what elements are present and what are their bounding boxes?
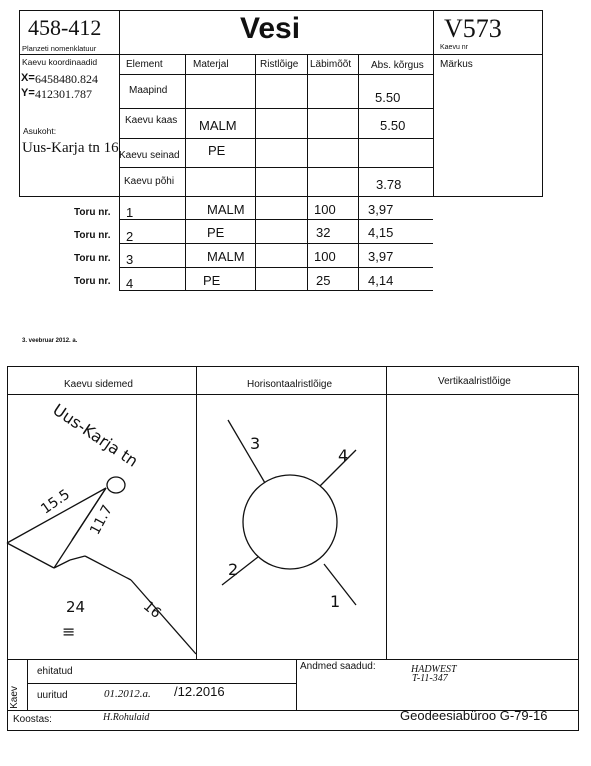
header-diameter: Läbimõõt bbox=[310, 59, 352, 70]
pipe-nr: 3 bbox=[126, 252, 134, 267]
pipe-diameter: 100 bbox=[314, 249, 336, 264]
pipe-diameter: 32 bbox=[316, 225, 331, 240]
header-height: Abs. kõrgus bbox=[371, 60, 424, 71]
pipe-nr: 1 bbox=[126, 205, 134, 220]
sketch-dimension: 16 bbox=[139, 598, 164, 622]
pipe-number: 3 bbox=[250, 434, 261, 453]
header-notes: Märkus bbox=[440, 59, 473, 70]
pipe-label: Toru nr. bbox=[74, 253, 111, 264]
sketch-dimension: 15.5 bbox=[38, 486, 73, 518]
row-height: 3.78 bbox=[376, 177, 402, 192]
row-element-label: Maapind bbox=[129, 85, 168, 96]
pipe-height: 4,14 bbox=[368, 273, 394, 288]
header-material: Materjal bbox=[193, 59, 229, 70]
surveyed-label: uuritud bbox=[37, 690, 68, 701]
pipe-number: 4 bbox=[338, 446, 349, 465]
compiled-value: H.Rohulaid bbox=[103, 712, 150, 723]
location-caption: Asukoht: bbox=[23, 126, 57, 136]
sketch-dimension: 24 bbox=[66, 598, 86, 616]
sketch-symbol: ≡ bbox=[62, 622, 76, 641]
page-title: Vesi bbox=[240, 12, 301, 45]
compiled-label: Koostas: bbox=[13, 714, 52, 725]
surveyed-value: 01.2012.a. bbox=[104, 688, 151, 700]
pipe-label: Toru nr. bbox=[74, 276, 111, 287]
pipe-height: 4,15 bbox=[368, 225, 394, 240]
pipe-nr: 2 bbox=[126, 229, 134, 244]
data-label: Andmed saadud: bbox=[300, 661, 376, 672]
column-header: Horisontaalristlõige bbox=[247, 379, 333, 390]
sketch-street: Uus-Karja tn bbox=[49, 400, 142, 471]
pipe-diameter: 100 bbox=[314, 202, 336, 217]
row-element-label: Kaevu seinad bbox=[119, 150, 180, 161]
surveyed-extra: /12.2016 bbox=[174, 684, 225, 699]
pipe-material: MALM bbox=[207, 202, 245, 217]
row-height: 5.50 bbox=[375, 90, 401, 105]
pipe-label: Toru nr. bbox=[74, 230, 111, 241]
pipe-diameter: 25 bbox=[316, 273, 331, 288]
built-label: ehitatud bbox=[37, 666, 73, 677]
header-section: Ristlõige bbox=[260, 59, 299, 70]
y-value: 412301.787 bbox=[35, 87, 92, 101]
pipe-material: MALM bbox=[207, 249, 245, 264]
row-element-label: Kaevu kaas bbox=[125, 115, 178, 126]
pipe-material: PE bbox=[207, 225, 225, 240]
row-height: 5.50 bbox=[380, 118, 406, 133]
column-header: Kaevu sidemed bbox=[64, 379, 133, 390]
header-element: Element bbox=[126, 59, 163, 70]
x-value: 6458480.824 bbox=[35, 72, 98, 86]
office-name: Geodeesiabüroo G-79-16 bbox=[400, 708, 548, 723]
well-caption: Kaevu nr bbox=[440, 44, 469, 51]
pipe-height: 3,97 bbox=[368, 249, 394, 264]
pipe-number: 2 bbox=[228, 560, 239, 579]
row-material: MALM bbox=[199, 118, 237, 133]
pipe-nr: 4 bbox=[126, 276, 134, 291]
coords-caption: Kaevu koordinaadid bbox=[22, 57, 98, 67]
sheet-caption: Planzeti nomenklatuur bbox=[22, 44, 97, 53]
y-label: Y= bbox=[21, 87, 35, 99]
pipe-number: 1 bbox=[330, 592, 341, 611]
sketch-dimension: 11.7 bbox=[87, 502, 116, 538]
x-label: X= bbox=[21, 72, 35, 84]
data-value: HADWEST bbox=[411, 664, 457, 675]
pipe-label: Toru nr. bbox=[74, 207, 111, 218]
row-element-label: Kaevu põhi bbox=[124, 176, 175, 187]
pipe-height: 3,97 bbox=[368, 202, 394, 217]
location-value: Uus-Karja tn 16 bbox=[22, 140, 119, 156]
data-value: T-11-347 bbox=[412, 673, 448, 684]
pipe-material: PE bbox=[203, 273, 221, 288]
date-note: 3. veebruar 2012. a. bbox=[22, 338, 78, 344]
well-id: V573 bbox=[444, 14, 502, 43]
side-label: Kaev bbox=[8, 686, 20, 709]
column-header: Vertikaalristlõige bbox=[438, 376, 511, 387]
row-material: PE bbox=[208, 143, 226, 158]
sheet-number: 458-412 bbox=[28, 15, 102, 40]
